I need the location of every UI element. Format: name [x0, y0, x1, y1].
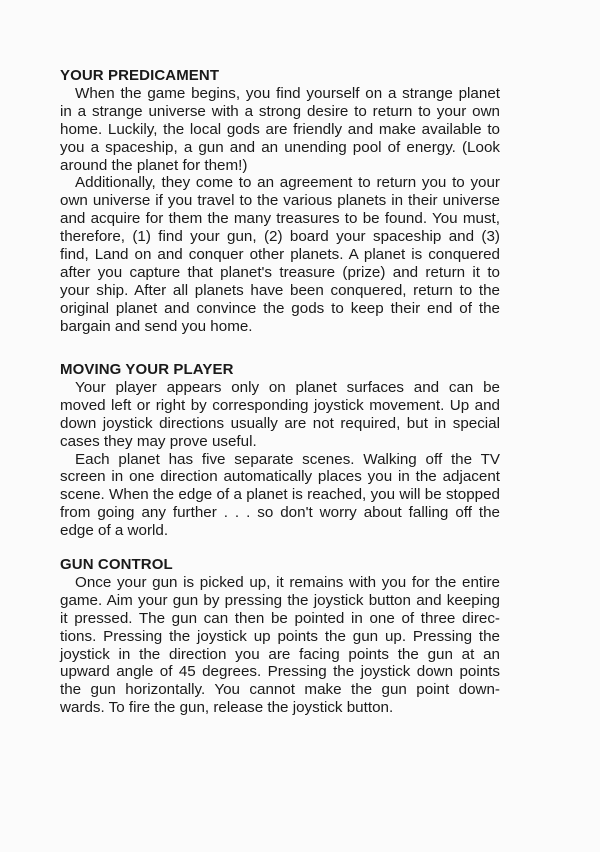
text-line: from going any further . . . so don't worry about falling off the [60, 504, 500, 522]
text-line: you a spaceship, a gun and an unending pool of energy. (Look [60, 138, 500, 156]
text-line: screen in one direction automatically places you in the adjacent [60, 468, 500, 486]
text-line: upward angle of 45 degrees. Pressing the joystick down points [60, 663, 500, 681]
text-line: it pressed. The gun can then be pointed in one of three direc- [60, 609, 500, 627]
text-line: therefore, (1) find your gun, (2) board your spaceship and (3) [60, 228, 500, 246]
text-line: Your player appears only on planet surfaces and can be [75, 379, 500, 396]
text-line: cases they may prove useful. [60, 432, 257, 450]
text-line: game. Aim your gun by pressing the joystick button and keeping [60, 591, 500, 609]
text-line: the gun horizontally. You cannot make the gun point down- [60, 681, 500, 699]
section-moving-your-player [60, 361, 500, 540]
text-line: in a strange universe with a strong desire to return to your own [60, 102, 500, 120]
text-line: around the planet for them!) [60, 156, 248, 174]
section-heading: GUN CONTROL [60, 556, 173, 573]
text-line: bargain and send you home. [60, 317, 253, 335]
text-line: moved left or right by corresponding joystick movement. Up and [60, 396, 500, 414]
section-your-predicament [60, 67, 500, 335]
section-heading: MOVING YOUR PLAYER [60, 361, 234, 378]
text-line: scene. When the edge of a planet is reached, you will be stopped [60, 486, 500, 504]
text-line: and acquire for them the many treasures to be found. You must, [60, 210, 500, 228]
text-line: down joystick directions usually are not required, but in special [60, 414, 500, 432]
text-line: edge of a world. [60, 522, 169, 540]
text-line: Additionally, they come to an agreement to return you to your [75, 174, 500, 192]
section-heading: YOUR PREDICAMENT [60, 67, 220, 84]
text-line: wards. To fire the gun, release the joystick button. [60, 699, 394, 717]
text-line: home. Luckily, the local gods are friendly and make available to [60, 120, 500, 138]
text-line: joystick in the direction you are facing points the gun at an [60, 645, 500, 663]
section-gun-control [60, 556, 500, 717]
text-line: Once your gun is picked up, it remains with you for the entire [75, 574, 500, 591]
text-line: find, Land on and conquer other planets. A planet is conquered [60, 246, 500, 264]
text-line: Each planet has five separate scenes. Walking off the TV [75, 450, 500, 468]
text-line: When the game begins, you find yourself on a strange planet [75, 85, 500, 102]
text-line: original planet and convince the gods to keep their end of the [60, 299, 500, 317]
text-line: tions. Pressing the joystick up points the gun up. Pressing the [60, 627, 500, 645]
text-line: your ship. After all planets have been conquered, return to the [60, 281, 500, 299]
text-line: after you capture that planet's treasure (prize) and return it to [60, 263, 500, 281]
text-line: own universe if you travel to the various planets in their universe [60, 192, 500, 210]
